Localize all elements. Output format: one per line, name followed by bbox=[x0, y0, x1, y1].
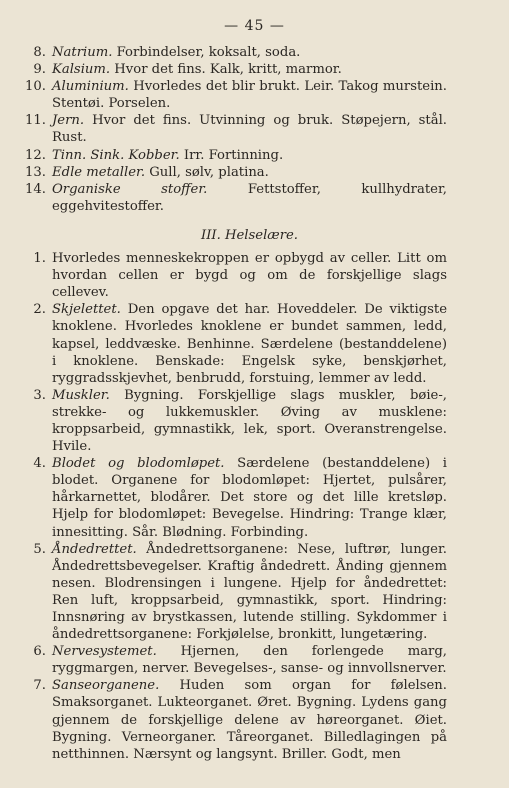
item-title: Organiske stoffer. bbox=[52, 181, 208, 197]
item-number: 12. bbox=[25, 147, 46, 163]
item-text: Hvorledes det blir brukt. Leir. Takog murstein. Stentøi. Porselen. bbox=[52, 79, 447, 112]
list-item bbox=[33, 387, 447, 455]
item-text: Hvor det fins. Utvinning og bruk. Støpejern, stål. Rust. bbox=[52, 113, 447, 146]
item-title: Jern. bbox=[52, 113, 85, 129]
item-number: 7. bbox=[33, 678, 46, 694]
item-number: 3. bbox=[33, 387, 46, 403]
item-number: 8. bbox=[33, 45, 46, 60]
item-number: 1. bbox=[33, 251, 46, 267]
list-item bbox=[33, 301, 447, 386]
item-number: 5. bbox=[33, 541, 46, 557]
item-title: Nervesystemet. bbox=[52, 644, 157, 660]
list-item bbox=[33, 61, 447, 78]
list-item bbox=[33, 643, 447, 677]
item-text: Hvor det fins. Kalk, kritt, marmor. bbox=[110, 62, 342, 78]
item-text: Irr. Fortinning. bbox=[179, 147, 284, 163]
list-item bbox=[25, 164, 447, 181]
item-number: 14. bbox=[25, 181, 46, 197]
item-title: Edle metaller. bbox=[52, 164, 146, 180]
item-title: Tinn. Sink. Kobber. bbox=[52, 147, 180, 163]
list-health bbox=[33, 250, 447, 763]
item-text: Forbindelser, koksalt, soda. bbox=[112, 45, 301, 60]
item-title: Åndedrettet. bbox=[52, 541, 137, 557]
list-item bbox=[33, 44, 447, 61]
item-number: 13. bbox=[25, 164, 46, 180]
list-item bbox=[25, 147, 447, 164]
list-item bbox=[25, 112, 447, 146]
item-text: Den opgave det har. Hoveddeler. De viktigste knoklene. Hvorledes knoklene er bundet sammen, ledd, kapsel, leddvæske. Benhinne. Særdelene (bestanddelene) i knoklene. Benskade: Engelsk syke, benskjørhet, ryggradsskjevhet, benbrudd, forstuing, lemmer av ledd. bbox=[52, 302, 447, 386]
item-title: Muskler. bbox=[52, 387, 110, 403]
item-title: Blodet og blodomløpet. bbox=[52, 456, 225, 472]
item-title: Sanseorganene. bbox=[52, 678, 160, 694]
section-heading: III. Helselære. bbox=[200, 227, 299, 243]
item-text: Huden som organ for følelsen. Smaksorganet. Lukteorganet. Øret. Bygning. Lydens gang gjennem de forskjellige delene av høreorganet. Øiet. Bygning. Verneorganer. Tåreorganet. Billedlagingen på netthinnen. Nærsynt og langsynt. Briller. Godt, men bbox=[52, 678, 447, 762]
item-number: 4. bbox=[33, 456, 46, 472]
list-item bbox=[33, 250, 447, 301]
list-chemistry bbox=[25, 44, 447, 215]
item-number: 10. bbox=[25, 79, 46, 95]
item-text: Særdelene (bestanddelene) i blodet. Organene for blodomløpet: Hjertet, pulsårer, hårkarnettet, blodårer. Det store og det lille kretsløp. Hjelp for blodomløpet: Bevegelse. Hindring: Trange klær, innesitting. Sår. Blødning. Forbinding. bbox=[52, 456, 447, 540]
item-text: Bygning. Forskjellige slags muskler, bøie-, strekke- og lukkemuskler. Øving av musklene: kroppsarbeid, gymnastikk, lek, sport. Overanstrengelse. Hvile. bbox=[52, 387, 447, 455]
item-text: Hvorledes menneskekroppen er opbygd av celler. Litt om hvordan cellen er bygd og om de forskjellige slags cellevev. bbox=[52, 251, 447, 301]
item-number: 11. bbox=[25, 113, 46, 129]
item-text: Fettstoffer, kullhydrater, eggehvitestoffer. bbox=[52, 181, 447, 214]
list-item bbox=[33, 455, 447, 540]
list-item bbox=[33, 677, 447, 762]
list-item bbox=[25, 78, 447, 112]
item-text: Hjernen, den forlengede marg, ryggmargen, nerver. Bevegelses-, sanse- og innvollsnerver. bbox=[52, 644, 447, 677]
list-item bbox=[33, 541, 447, 644]
item-text: Gull, sølv, platina. bbox=[145, 164, 269, 180]
page-number: — 45 — bbox=[224, 18, 285, 34]
item-number: 6. bbox=[33, 644, 46, 660]
item-number: 2. bbox=[33, 302, 46, 318]
item-title: Skjelettet. bbox=[52, 302, 121, 318]
item-title: Aluminium. bbox=[52, 79, 129, 95]
item-text: Åndedrettsorganene: Nese, luftrør, lunger. Åndedrettsbevegelser. Kraftig åndedrett. Ånding gjennem nesen. Blodrensingen i lungene. Hjelp for åndedrettet: Ren luft, kroppsarbeid, gymnastikk, sport. Hindring: Innsnøring av brystkassen, lutende stilling. Sykdommer i åndedrettsorganene: Forkjølelse, bronkitt, lungetæring. bbox=[52, 541, 447, 643]
page-content bbox=[25, 44, 447, 763]
item-title: Kalsium. bbox=[52, 62, 111, 78]
item-number: 9. bbox=[33, 62, 46, 78]
list-item bbox=[25, 181, 447, 215]
item-title: Natrium. bbox=[52, 45, 113, 60]
